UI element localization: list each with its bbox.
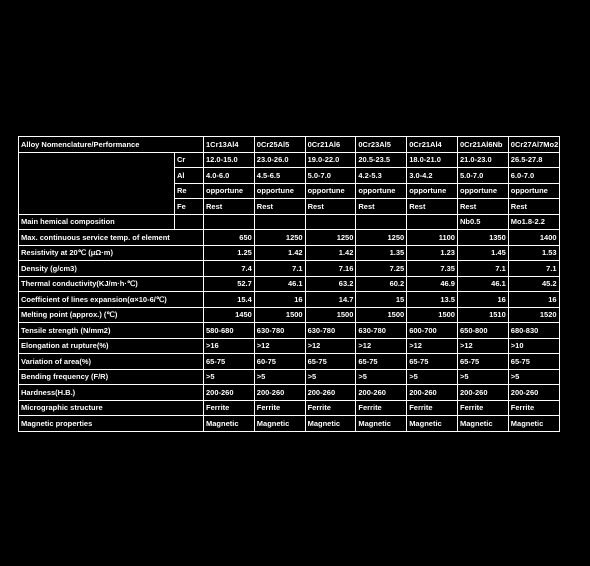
property-value: Magnetic xyxy=(305,416,356,432)
composition-row xyxy=(19,152,560,168)
property-value: 1520 xyxy=(508,307,559,323)
property-row xyxy=(19,307,560,323)
property-value: 1.42 xyxy=(305,245,356,261)
property-label: Micrographic structure xyxy=(19,400,204,416)
table-body xyxy=(19,137,560,432)
property-value: 650 xyxy=(204,230,255,246)
property-value: 15.4 xyxy=(204,292,255,308)
property-value: 200-260 xyxy=(305,385,356,401)
header-label: Alloy Nomenclature/Performance xyxy=(19,137,204,153)
property-value: 1250 xyxy=(305,230,356,246)
composition-value: 6.0-7.0 xyxy=(508,168,559,184)
property-value: Ferrite xyxy=(254,400,305,416)
property-value: 1500 xyxy=(254,307,305,323)
composition-value: 20.5-23.5 xyxy=(356,152,407,168)
property-value: 7.1 xyxy=(508,261,559,277)
element-cell: Re xyxy=(175,183,204,199)
composition-value: Rest xyxy=(508,199,559,215)
alloy-properties-table-wrap xyxy=(18,136,559,432)
composition-value: 4.5-6.5 xyxy=(254,168,305,184)
property-value: 45.2 xyxy=(508,276,559,292)
property-value: Ferrite xyxy=(407,400,458,416)
property-value: 1100 xyxy=(407,230,458,246)
property-value: 65-75 xyxy=(204,354,255,370)
alloy-header: 0Cr25Al5 xyxy=(254,137,305,153)
composition-value: 4.2-5.3 xyxy=(356,168,407,184)
composition-value: 5.0-7.0 xyxy=(305,168,356,184)
property-value: 680-830 xyxy=(508,323,559,339)
composition-extra-row xyxy=(19,214,560,230)
property-value: 200-260 xyxy=(457,385,508,401)
property-value: 200-260 xyxy=(508,385,559,401)
property-value: 7.1 xyxy=(457,261,508,277)
alloy-properties-table xyxy=(18,136,560,432)
property-value: 1510 xyxy=(457,307,508,323)
property-value: 630-780 xyxy=(356,323,407,339)
composition-value: 21.0-23.0 xyxy=(457,152,508,168)
property-value: 16 xyxy=(254,292,305,308)
property-value: Magnetic xyxy=(407,416,458,432)
property-value: Magnetic xyxy=(508,416,559,432)
property-value: 200-260 xyxy=(204,385,255,401)
property-label: Density (g/cm3) xyxy=(19,261,204,277)
property-value: 1250 xyxy=(254,230,305,246)
composition-value: Rest xyxy=(305,199,356,215)
property-value: 16 xyxy=(508,292,559,308)
property-value: 600-700 xyxy=(407,323,458,339)
composition-extra-value xyxy=(356,214,407,230)
property-value: 65-75 xyxy=(305,354,356,370)
property-value: >5 xyxy=(254,369,305,385)
element-cell: Fe xyxy=(175,199,204,215)
composition-value: Rest xyxy=(356,199,407,215)
property-label: Thermal conductivity(KJ/m·h·℃) xyxy=(19,276,204,292)
property-value: 60.2 xyxy=(356,276,407,292)
composition-value: opportune xyxy=(204,183,255,199)
property-value: 1.25 xyxy=(204,245,255,261)
property-row xyxy=(19,338,560,354)
property-value: >16 xyxy=(204,338,255,354)
composition-label-blank xyxy=(19,152,175,214)
property-row xyxy=(19,323,560,339)
property-value: 200-260 xyxy=(407,385,458,401)
composition-value: 4.0-6.0 xyxy=(204,168,255,184)
property-value: Ferrite xyxy=(305,400,356,416)
property-value: 7.35 xyxy=(407,261,458,277)
property-value: 15 xyxy=(356,292,407,308)
composition-value: opportune xyxy=(356,183,407,199)
composition-value: 12.0-15.0 xyxy=(204,152,255,168)
header-row xyxy=(19,137,560,153)
property-value: 46.1 xyxy=(457,276,508,292)
alloy-header: 0Cr23Al5 xyxy=(356,137,407,153)
property-row xyxy=(19,416,560,432)
composition-value: Rest xyxy=(407,199,458,215)
property-value: Magnetic xyxy=(457,416,508,432)
property-label: Tensile strength (N/mm2) xyxy=(19,323,204,339)
property-value: Magnetic xyxy=(254,416,305,432)
property-value: >5 xyxy=(305,369,356,385)
alloy-header: 0Cr27Al7Mo2 xyxy=(508,137,559,153)
property-value: 46.1 xyxy=(254,276,305,292)
property-value: >12 xyxy=(457,338,508,354)
composition-value: opportune xyxy=(457,183,508,199)
element-cell-blank xyxy=(175,214,204,230)
property-value: >5 xyxy=(356,369,407,385)
property-value: >12 xyxy=(305,338,356,354)
property-value: Magnetic xyxy=(356,416,407,432)
property-row xyxy=(19,354,560,370)
property-value: 650-800 xyxy=(457,323,508,339)
property-value: >12 xyxy=(254,338,305,354)
property-value: 580-680 xyxy=(204,323,255,339)
property-value: 7.16 xyxy=(305,261,356,277)
composition-value: opportune xyxy=(254,183,305,199)
property-value: 16 xyxy=(457,292,508,308)
composition-extra-value xyxy=(305,214,356,230)
composition-value: opportune xyxy=(407,183,458,199)
property-value: 1.23 xyxy=(407,245,458,261)
property-value: Magnetic xyxy=(204,416,255,432)
property-row xyxy=(19,292,560,308)
property-row xyxy=(19,230,560,246)
property-value: 200-260 xyxy=(356,385,407,401)
composition-extra-value: Mo1.8-2.2 xyxy=(508,214,559,230)
property-value: >5 xyxy=(407,369,458,385)
property-row xyxy=(19,369,560,385)
property-value: >5 xyxy=(204,369,255,385)
property-value: 1.42 xyxy=(254,245,305,261)
property-value: 60-75 xyxy=(254,354,305,370)
property-value: 65-75 xyxy=(457,354,508,370)
property-value: 65-75 xyxy=(508,354,559,370)
property-row xyxy=(19,385,560,401)
composition-extra-value xyxy=(254,214,305,230)
property-value: 65-75 xyxy=(407,354,458,370)
property-value: 46.9 xyxy=(407,276,458,292)
property-row xyxy=(19,261,560,277)
property-value: 1350 xyxy=(457,230,508,246)
composition-value: Rest xyxy=(204,199,255,215)
element-cell: Cr xyxy=(175,152,204,168)
composition-value: 5.0-7.0 xyxy=(457,168,508,184)
property-value: Ferrite xyxy=(204,400,255,416)
property-value: 1.53 xyxy=(508,245,559,261)
alloy-header: 0Cr21Al4 xyxy=(407,137,458,153)
property-value: >10 xyxy=(508,338,559,354)
property-value: 7.1 xyxy=(254,261,305,277)
composition-value: Rest xyxy=(457,199,508,215)
property-value: 1.45 xyxy=(457,245,508,261)
composition-value: 19.0-22.0 xyxy=(305,152,356,168)
property-label: Magnetic properties xyxy=(19,416,204,432)
alloy-header: 0Cr21Al6 xyxy=(305,137,356,153)
alloy-header: 0Cr21Al6Nb xyxy=(457,137,508,153)
composition-value: opportune xyxy=(305,183,356,199)
property-label: Melting point (approx.) (℃) xyxy=(19,307,204,323)
property-label: Resistivity at 20℃ (μΩ·m) xyxy=(19,245,204,261)
property-label: Max. continuous service temp. of element xyxy=(19,230,204,246)
composition-value: 23.0-26.0 xyxy=(254,152,305,168)
property-value: 14.7 xyxy=(305,292,356,308)
composition-extra-value: Nb0.5 xyxy=(457,214,508,230)
property-value: Ferrite xyxy=(457,400,508,416)
property-row xyxy=(19,400,560,416)
composition-value: 26.5-27.8 xyxy=(508,152,559,168)
property-value: 1500 xyxy=(407,307,458,323)
composition-value: 18.0-21.0 xyxy=(407,152,458,168)
property-value: 1450 xyxy=(204,307,255,323)
property-label: Variation of area(%) xyxy=(19,354,204,370)
property-value: 7.4 xyxy=(204,261,255,277)
property-value: 1500 xyxy=(305,307,356,323)
property-value: 1250 xyxy=(356,230,407,246)
composition-value: opportune xyxy=(508,183,559,199)
property-value: >12 xyxy=(407,338,458,354)
property-label: Bending frequency (F/R) xyxy=(19,369,204,385)
property-value: Ferrite xyxy=(508,400,559,416)
property-value: Ferrite xyxy=(356,400,407,416)
property-label: Coefficient of lines expansion(α×10-6/℃) xyxy=(19,292,204,308)
property-value: 63.2 xyxy=(305,276,356,292)
property-row xyxy=(19,276,560,292)
composition-label: Main hemical composition xyxy=(19,214,175,230)
property-value: 65-75 xyxy=(356,354,407,370)
composition-value: 3.0-4.2 xyxy=(407,168,458,184)
property-value: 630-780 xyxy=(254,323,305,339)
property-value: 13.5 xyxy=(407,292,458,308)
property-value: 52.7 xyxy=(204,276,255,292)
property-value: 630-780 xyxy=(305,323,356,339)
alloy-header: 1Cr13Al4 xyxy=(204,137,255,153)
element-cell: Al xyxy=(175,168,204,184)
composition-extra-value xyxy=(204,214,255,230)
property-label: Hardness(H.B.) xyxy=(19,385,204,401)
composition-value: Rest xyxy=(254,199,305,215)
property-label: Elongation at rupture(%) xyxy=(19,338,204,354)
property-row xyxy=(19,245,560,261)
property-value: 7.25 xyxy=(356,261,407,277)
property-value: 1500 xyxy=(356,307,407,323)
property-value: >5 xyxy=(508,369,559,385)
property-value: >5 xyxy=(457,369,508,385)
property-value: 200-260 xyxy=(254,385,305,401)
property-value: >12 xyxy=(356,338,407,354)
composition-extra-value xyxy=(407,214,458,230)
property-value: 1400 xyxy=(508,230,559,246)
property-value: 1.35 xyxy=(356,245,407,261)
